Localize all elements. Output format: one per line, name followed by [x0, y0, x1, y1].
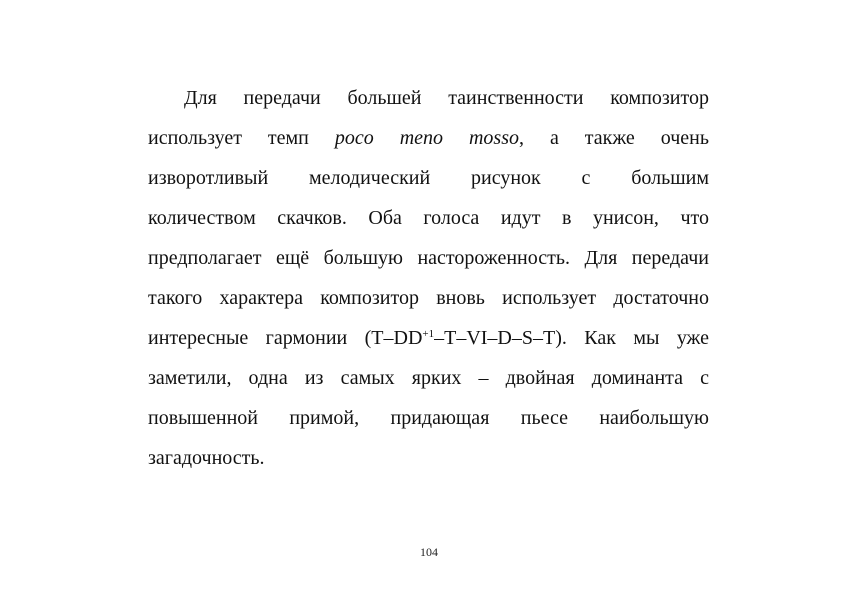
paragraph-line-10: загадочность.	[148, 447, 265, 469]
page-number: 104	[420, 545, 438, 559]
paragraph-line-3: изворотливый мелодический рисунок с большим	[148, 167, 709, 189]
paragraph-line-7	[148, 318, 709, 358]
harmony-superscript: +1	[422, 328, 435, 340]
paragraph-line-8: заметили, одна из самых ярких – двойная доминанта с	[148, 367, 709, 389]
paragraph-line-2	[148, 118, 709, 158]
line-2-text-start: использует темп	[148, 127, 335, 149]
body-paragraph	[148, 78, 709, 478]
tempo-marking-italic: poco meno mosso	[334, 127, 519, 149]
line-7-text-end: –T–VI–D–S–T). Как мы уже	[434, 327, 709, 349]
paragraph-line-4: количеством скачков. Оба голоса идут в унисон, что	[148, 207, 709, 229]
paragraph-line-5: предполагает ещё большую настороженность. Для передачи	[148, 247, 709, 269]
line-7-text-start: интересные гармонии (T–DD	[148, 327, 423, 349]
paragraph-line-1: Для передачи большей таинственности композитор	[184, 87, 709, 109]
paragraph-line-9: повышенной примой, придающая пьесе наибольшую	[148, 407, 709, 429]
paragraph-line-6: такого характера композитор вновь использует достаточно	[148, 287, 709, 309]
line-2-text-end: , а также очень	[518, 127, 709, 149]
